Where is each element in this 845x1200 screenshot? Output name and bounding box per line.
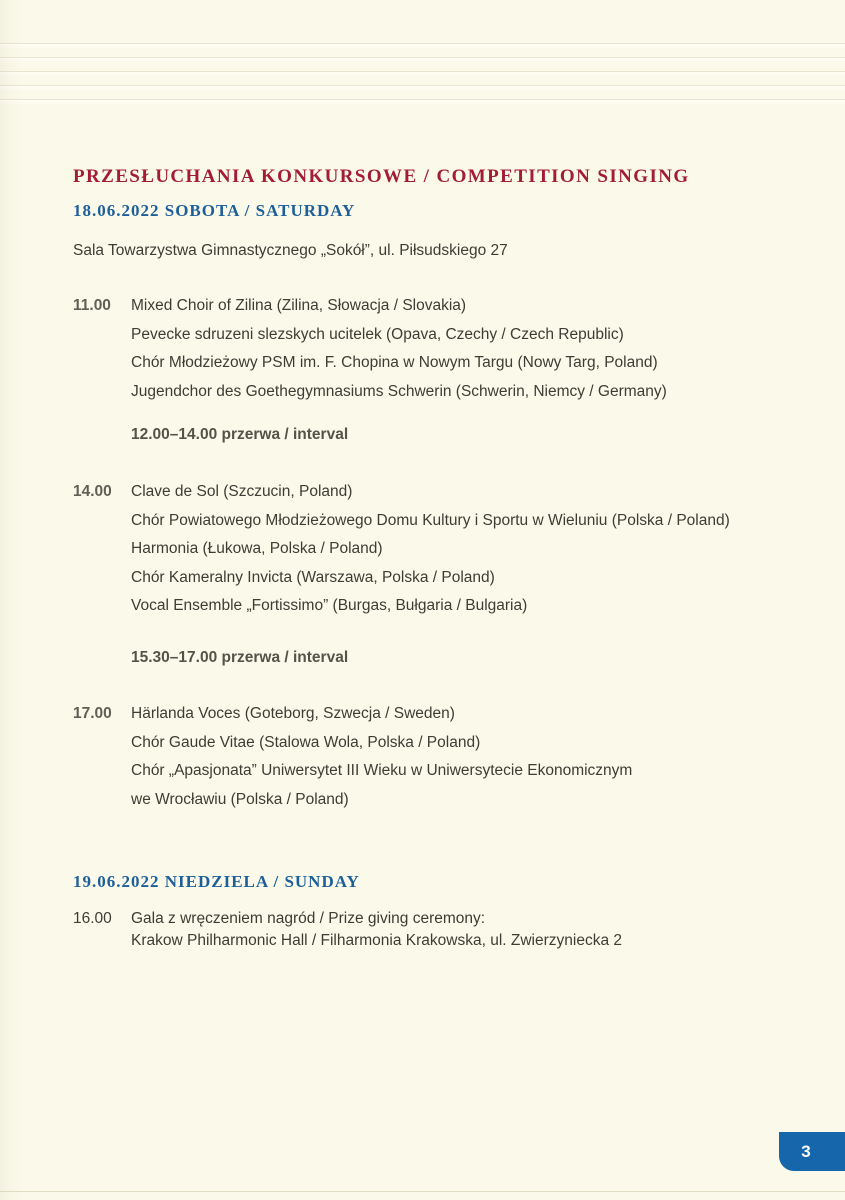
choir-list [131, 478, 805, 621]
staff-line [0, 71, 845, 77]
session-16-00 [73, 908, 805, 951]
page-number: 3 [801, 1141, 811, 1161]
interval-line: 15.30–17.00 przerwa / interval [131, 649, 349, 666]
time-label: 11.00 [73, 297, 111, 314]
date-heading-saturday: 18.06.2022 SOBOTA / SATURDAY [73, 201, 356, 220]
choir-entry: Chór Gaude Vitae (Stalowa Wola, Polska / Poland) [131, 733, 481, 751]
time-label: 17.00 [73, 705, 112, 722]
time-label: 14.00 [73, 483, 112, 500]
choir-entry: Chór Młodzieżowy PSM im. F. Chopina w Nowym Targu (Nowy Targ, Poland) [131, 354, 658, 371]
choir-entry: Harmonia (Łukowa, Polska / Poland) [131, 540, 383, 557]
choir-entry: Jugendchor des Goethegymnasiums Schwerin (Schwerin, Niemcy / Germany) [131, 382, 667, 400]
choir-entry: Mixed Choir of Zilina (Zilina, Słowacja / Slovakia) [131, 297, 467, 314]
venue-line: Sala Towarzystwa Gimnastycznego „Sokół”, ul. Piłsudskiego 27 [73, 242, 508, 259]
choir-entry: Pevecke sdruzeni slezskych ucitelek (Opava, Czechy / Czech Republic) [131, 325, 624, 343]
choir-entry: Chór Kameralny Invicta (Warszawa, Polska / Poland) [131, 568, 495, 586]
date-heading-sunday: 19.06.2022 NIEDZIELA / SUNDAY [73, 872, 360, 891]
page-fold-shading [0, 0, 22, 1200]
page-number-badge [779, 1132, 845, 1171]
choir-entry: Vocal Ensemble „Fortissimo” (Burgas, Bułgaria / Bulgaria) [131, 597, 528, 614]
section-title: PRZESŁUCHANIA KONKURSOWE / COMPETITION SINGING [73, 166, 690, 187]
interval-line: 12.00–14.00 przerwa / interval [131, 426, 349, 443]
page-bottom-edge [0, 1191, 845, 1192]
choir-entry: we Wrocławiu (Polska / Poland) [131, 790, 349, 808]
session-17-00 [73, 700, 805, 814]
gala-line: Krakow Philharmonic Hall / Filharmonia Krakowska, ul. Zwierzyniecka 2 [131, 931, 623, 949]
staff-line [0, 85, 845, 91]
choir-list [131, 292, 805, 406]
time-label: 16.00 [73, 910, 112, 927]
gala-details [131, 908, 805, 951]
staff-line [0, 99, 845, 105]
session-11-00 [73, 292, 805, 406]
choir-entry: Härlanda Voces (Goteborg, Szwecja / Sweden) [131, 705, 455, 722]
session-14-00 [73, 478, 805, 621]
staff-line [0, 57, 845, 63]
staff-line [0, 43, 845, 49]
choir-list [131, 700, 805, 814]
choir-entry: Clave de Sol (Szczucin, Poland) [131, 483, 353, 500]
choir-entry: Chór Powiatowego Młodzieżowego Domu Kultury i Sportu w Wieluniu (Polska / Poland) [131, 511, 730, 529]
choir-entry: Chór „Apasjonata” Uniwersytet III Wieku w Uniwersytecie Ekonomicznym [131, 762, 633, 779]
gala-line: Gala z wręczeniem nagród / Prize giving ceremony: [131, 910, 486, 927]
